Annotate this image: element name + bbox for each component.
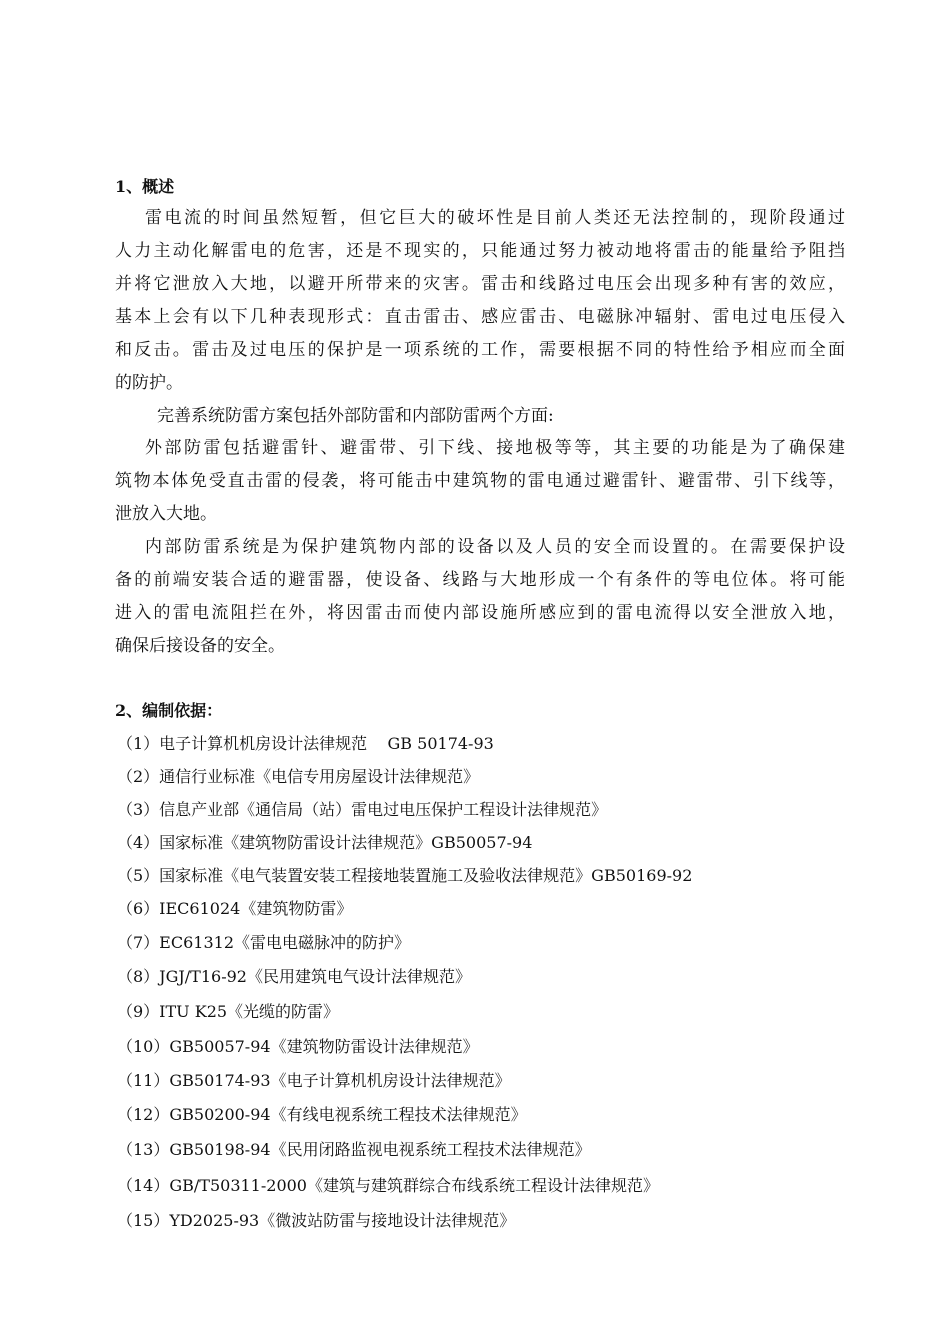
paragraph-line: 基本上会有以下几种表现形式：直击雷击、感应雷击、电磁脉冲辐射、雷电过电压侵入: [115, 307, 845, 327]
reference-item: （8）JGJ/T16-92《民用建筑电气设计法律规范》: [117, 967, 471, 986]
reference-item: （4）国家标准《建筑物防雷设计法律规范》GB50057-94: [117, 833, 533, 852]
reference-item: （13）GB50198-94《民用闭路监视电视系统工程技术法律规范》: [117, 1140, 591, 1159]
paragraph-line: 雷电流的时间虽然短暂，但它巨大的破坏性是目前人类还无法控制的，现阶段通过: [145, 208, 845, 228]
paragraph-line: 和反击。雷击及过电压的保护是一项系统的工作，需要根据不同的特性给予相应而全面: [115, 340, 845, 360]
paragraph-line: 外部防雷包括避雷针、避雷带、引下线、接地极等等，其主要的功能是为了确保建: [145, 438, 845, 458]
paragraph-line: 人力主动化解雷电的危害，还是不现实的，只能通过努力被动地将雷击的能量给予阻挡: [115, 241, 845, 261]
paragraph-line: 筑物本体免受直击雷的侵袭，将可能击中建筑物的雷电通过避雷针、避雷带、引下线等，: [115, 471, 845, 491]
paragraph-line: 内部防雷系统是为保护建筑物内部的设备以及人员的安全而设置的。在需要保护设: [145, 537, 845, 557]
reference-item: （7）EC61312《雷电电磁脉冲的防护》: [117, 933, 411, 952]
reference-item: （2）通信行业标准《电信专用房屋设计法律规范》: [117, 767, 480, 786]
paragraph-line: 的防护。: [115, 373, 183, 393]
paragraph-line: 并将它泄放入大地，以避开所带来的灾害。雷击和线路过电压会出现多种有害的效应，: [115, 274, 845, 294]
reference-item: （12）GB50200-94《有线电视系统工程技术法律规范》: [117, 1105, 527, 1124]
reference-item: （10）GB50057-94《建筑物防雷设计法律规范》: [117, 1037, 479, 1056]
section-2-heading: 2、编制依据：: [115, 701, 223, 720]
reference-item: （14）GB/T50311-2000《建筑与建筑群综合布线系统工程设计法律规范》: [117, 1176, 659, 1195]
reference-item: （11）GB50174-93《电子计算机机房设计法律规范》: [117, 1071, 511, 1090]
reference-item: （6）IEC61024《建筑物防雷》: [117, 899, 353, 918]
section-1-heading: 1、概述: [115, 177, 175, 196]
reference-item: （9）ITU K25《光缆的防雷》: [117, 1002, 340, 1021]
reference-item: （15）YD2025-93《微波站防雷与接地设计法律规范》: [117, 1211, 516, 1230]
paragraph-line: 进入的雷电流阻拦在外，将因雷击而使内部设施所感应到的雷电流得以安全泄放入地，: [115, 603, 845, 623]
paragraph-line: 泄放入大地。: [115, 504, 217, 524]
paragraph-line: 完善系统防雷方案包括外部防雷和内部防雷两个方面:: [157, 406, 554, 426]
reference-item: （1）电子计算机机房设计法律规范 GB 50174-93: [117, 734, 494, 753]
paragraph-line: 确保后接设备的安全。: [115, 636, 285, 656]
reference-item: （3）信息产业部《通信局（站）雷电过电压保护工程设计法律规范》: [117, 800, 608, 819]
reference-item: （5）国家标准《电气装置安装工程接地装置施工及验收法律规范》GB50169-92: [117, 866, 693, 885]
paragraph-line: 备的前端安装合适的避雷器，使设备、线路与大地形成一个有条件的等电位体。将可能: [115, 570, 845, 590]
